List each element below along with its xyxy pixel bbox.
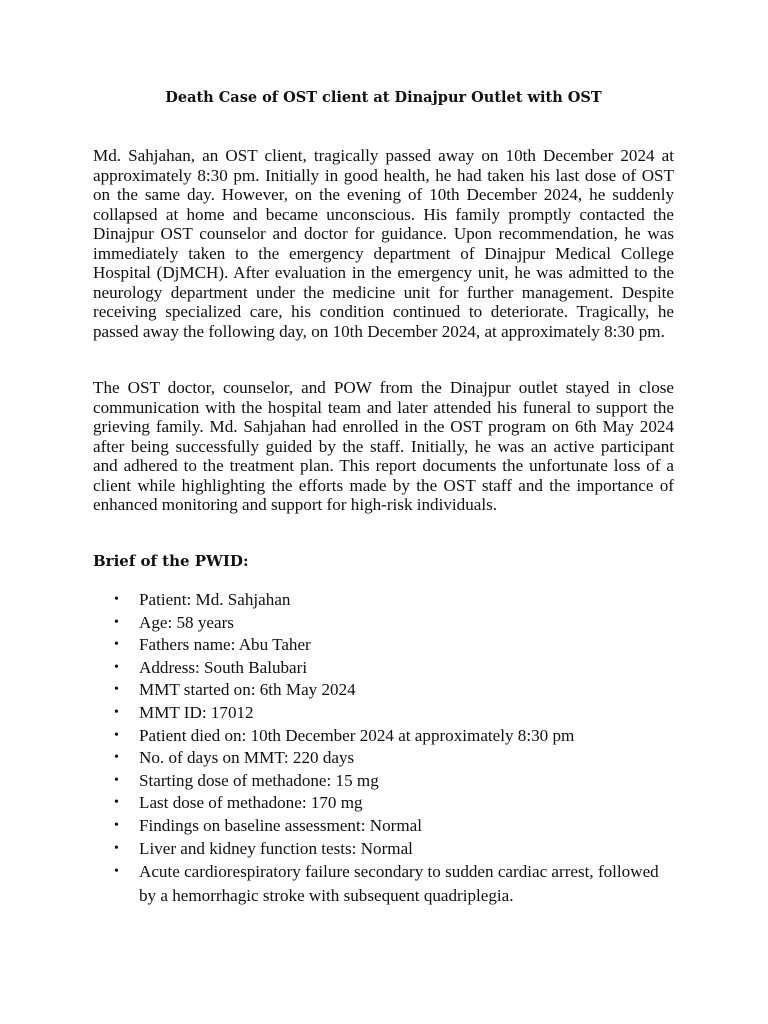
bullet-icon: • xyxy=(114,637,119,653)
list-item xyxy=(93,792,674,815)
fact-address: Address: South Balubari xyxy=(139,657,308,677)
fact-last-dose: Last dose of methadone: 170 mg xyxy=(139,793,363,813)
list-item xyxy=(93,860,674,907)
follow-up-paragraph: The OST doctor, counselor, and POW from the Dinajpur outlet stayed in close communication with the hospital team and later attended his funeral to support the grieving family. Md. Sahjahan had enrolled in the OST program on 6th May 2024 after being successfully guided by the staff. Initially, he was an active participant and adhered to the treatment plan. This report documents the unfortunate loss of a client while highlighting the efforts made by the OST staff and the importance of enhanced monitoring and support for high-risk individuals. xyxy=(93,378,674,514)
bullet-icon: • xyxy=(114,817,119,833)
fact-baseline-findings: Findings on baseline assessment: Normal xyxy=(139,815,422,835)
list-item xyxy=(93,702,674,725)
list-item xyxy=(93,679,674,702)
list-item xyxy=(93,634,674,657)
fact-liver-kidney-tests: Liver and kidney function tests: Normal xyxy=(139,838,413,858)
bullet-icon: • xyxy=(114,659,119,675)
patient-facts-list xyxy=(93,589,674,907)
fact-age: Age: 58 years xyxy=(139,612,234,632)
bullet-icon: • xyxy=(114,864,119,880)
fact-fathers-name: Fathers name: Abu Taher xyxy=(139,635,311,655)
brief-heading-colon: : xyxy=(242,552,249,570)
list-item xyxy=(93,747,674,770)
fact-cause-of-death: Acute cardiorespiratory failure secondary to sudden cardiac arrest, followed by a hemorrhagic stroke with subsequent quadriplegia. xyxy=(139,862,659,905)
list-item xyxy=(93,815,674,838)
bullet-icon: • xyxy=(114,727,119,743)
list-item xyxy=(93,770,674,793)
brief-heading-text: Brief of the PWID xyxy=(93,552,243,570)
bullet-icon: • xyxy=(114,772,119,788)
brief-heading xyxy=(93,551,248,571)
list-item xyxy=(93,589,674,612)
bullet-icon: • xyxy=(114,840,119,856)
bullet-icon: • xyxy=(114,704,119,720)
bullet-icon: • xyxy=(114,750,119,766)
document-title: Death Case of OST client at Dinajpur Outlet with OST xyxy=(165,89,602,106)
list-item xyxy=(93,725,674,748)
fact-mmt-id: MMT ID: 17012 xyxy=(139,702,254,722)
list-item xyxy=(93,657,674,680)
fact-days-on-mmt: No. of days on MMT: 220 days xyxy=(139,748,355,768)
fact-date-of-death: Patient died on: 10th December 2024 at approximately 8:30 pm xyxy=(139,725,575,745)
incident-paragraph: Md. Sahjahan, an OST client, tragically passed away on 10th December 2024 at approximately 8:30 pm. Initially in good health, he had taken his last dose of OST on the same day. However, on the evening of 10th December 2024, he suddenly collapsed at home and became unconscious. His family promptly contacted the Dinajpur OST counselor and doctor for guidance. Upon recommendation, he was immediately taken to the emergency department of Dinajpur Medical College Hospital (DjMCH). After evaluation in the emergency unit, he was admitted to the neurology department under the medicine unit for further management. Despite receiving specialized care, his condition continued to deteriorate. Tragically, he passed away the following day, on 10th December 2024, at approximately 8:30 pm. xyxy=(93,146,674,341)
bullet-icon: • xyxy=(114,795,119,811)
bullet-icon: • xyxy=(114,614,119,630)
fact-mmt-start: MMT started on: 6th May 2024 xyxy=(139,680,356,700)
list-item xyxy=(93,838,674,861)
list-item xyxy=(93,612,674,635)
bullet-icon: • xyxy=(114,682,119,698)
bullet-icon: • xyxy=(114,592,119,607)
fact-patient: Patient: Md. Sahjahan xyxy=(139,590,291,609)
fact-starting-dose: Starting dose of methadone: 15 mg xyxy=(139,770,379,790)
